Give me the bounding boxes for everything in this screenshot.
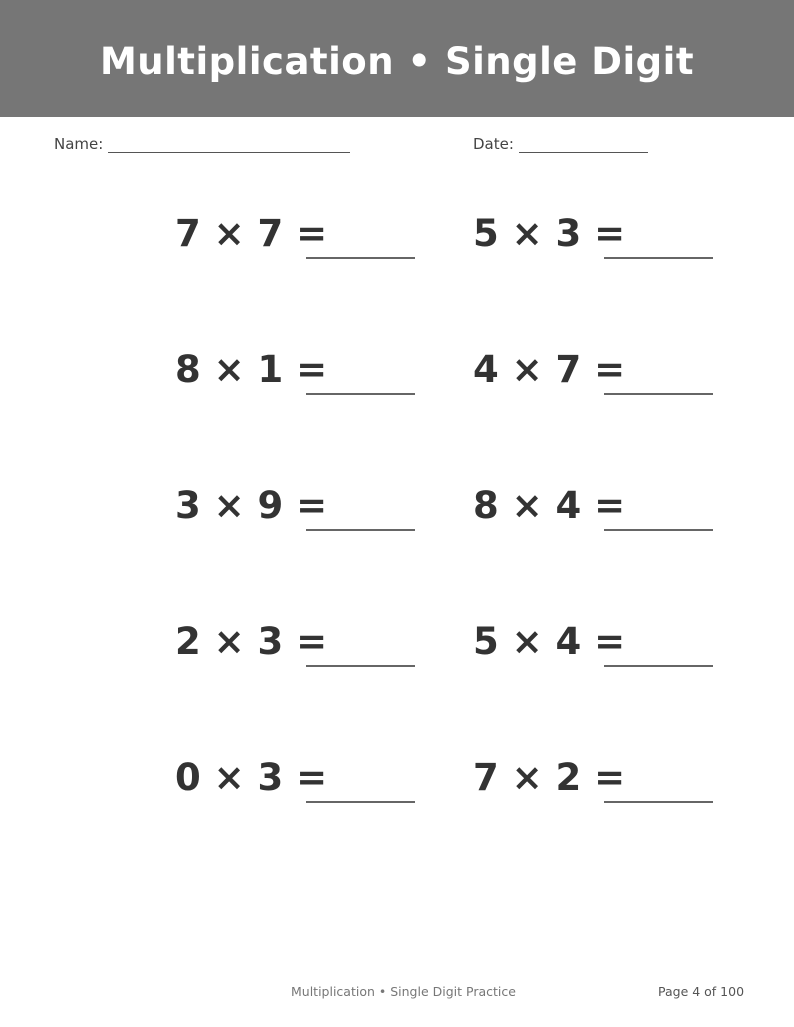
problem-expression: 3 × 9 = — [175, 484, 328, 527]
date-label: Date: — [473, 135, 514, 153]
name-answer-line[interactable] — [108, 136, 350, 153]
page-number: Page 4 of 100 — [658, 984, 745, 999]
footer-title: Multiplication • Single Digit Practice — [291, 984, 516, 999]
answer-blank[interactable] — [604, 257, 713, 259]
problem-expression: 7 × 2 = — [473, 756, 626, 799]
problem-expression: 8 × 1 = — [175, 348, 328, 391]
answer-blank[interactable] — [306, 257, 415, 259]
answer-blank[interactable] — [306, 801, 415, 803]
problem-expression: 5 × 3 = — [473, 212, 626, 255]
problem-expression: 7 × 7 = — [175, 212, 328, 255]
name-label: Name: — [54, 135, 104, 153]
answer-blank[interactable] — [306, 665, 415, 667]
name-field — [54, 135, 350, 153]
answer-blank[interactable] — [604, 665, 713, 667]
date-answer-line[interactable] — [519, 136, 648, 153]
answer-blank[interactable] — [604, 529, 713, 531]
worksheet-header — [0, 0, 794, 117]
answer-blank[interactable] — [306, 529, 415, 531]
worksheet-title: Multiplication • Single Digit — [99, 40, 695, 83]
problem-expression: 2 × 3 = — [175, 620, 328, 663]
date-field — [473, 135, 648, 153]
answer-blank[interactable] — [604, 801, 713, 803]
problem-expression: 4 × 7 = — [473, 348, 626, 391]
problem-expression: 0 × 3 = — [175, 756, 328, 799]
problem-expression: 8 × 4 = — [473, 484, 626, 527]
answer-blank[interactable] — [306, 393, 415, 395]
answer-blank[interactable] — [604, 393, 713, 395]
problem-expression: 5 × 4 = — [473, 620, 626, 663]
